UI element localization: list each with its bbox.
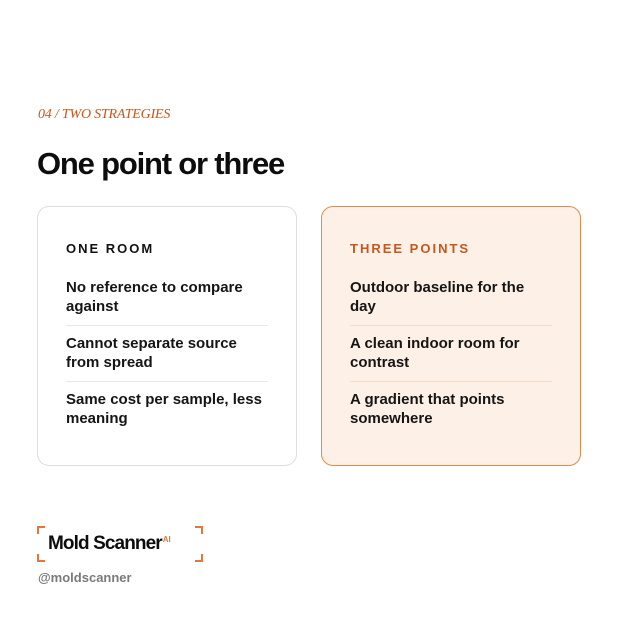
list-item: Cannot separate source from spread [66, 326, 268, 382]
one-room-card [37, 206, 297, 466]
card-list [350, 270, 552, 437]
list-item: A clean indoor room for contrast [350, 326, 552, 382]
list-item: Same cost per sample, less meaning [66, 391, 262, 427]
three-points-card [321, 206, 581, 466]
list-item: A gradient that points somewhere [350, 391, 505, 427]
corner-bracket-icon [195, 526, 203, 534]
list-item: No reference to compare against [66, 270, 268, 326]
list-item: Outdoor baseline for the day [350, 270, 552, 326]
brand-name [48, 533, 170, 555]
corner-bracket-icon [37, 526, 45, 534]
corner-bracket-icon [195, 554, 203, 562]
social-handle: @moldscanner [38, 570, 132, 585]
section-eyebrow: 04 / TWO STRATEGIES [38, 107, 171, 122]
card-list [66, 270, 268, 437]
corner-bracket-icon [37, 554, 45, 562]
page-title: One point or three [37, 146, 285, 181]
brand-name-text: Mold Scanner [48, 533, 162, 554]
card-heading: THREE POINTS [350, 241, 471, 256]
brand-logo [37, 526, 203, 562]
brand-superscript: AI [162, 535, 171, 544]
card-heading: ONE ROOM [66, 241, 155, 256]
